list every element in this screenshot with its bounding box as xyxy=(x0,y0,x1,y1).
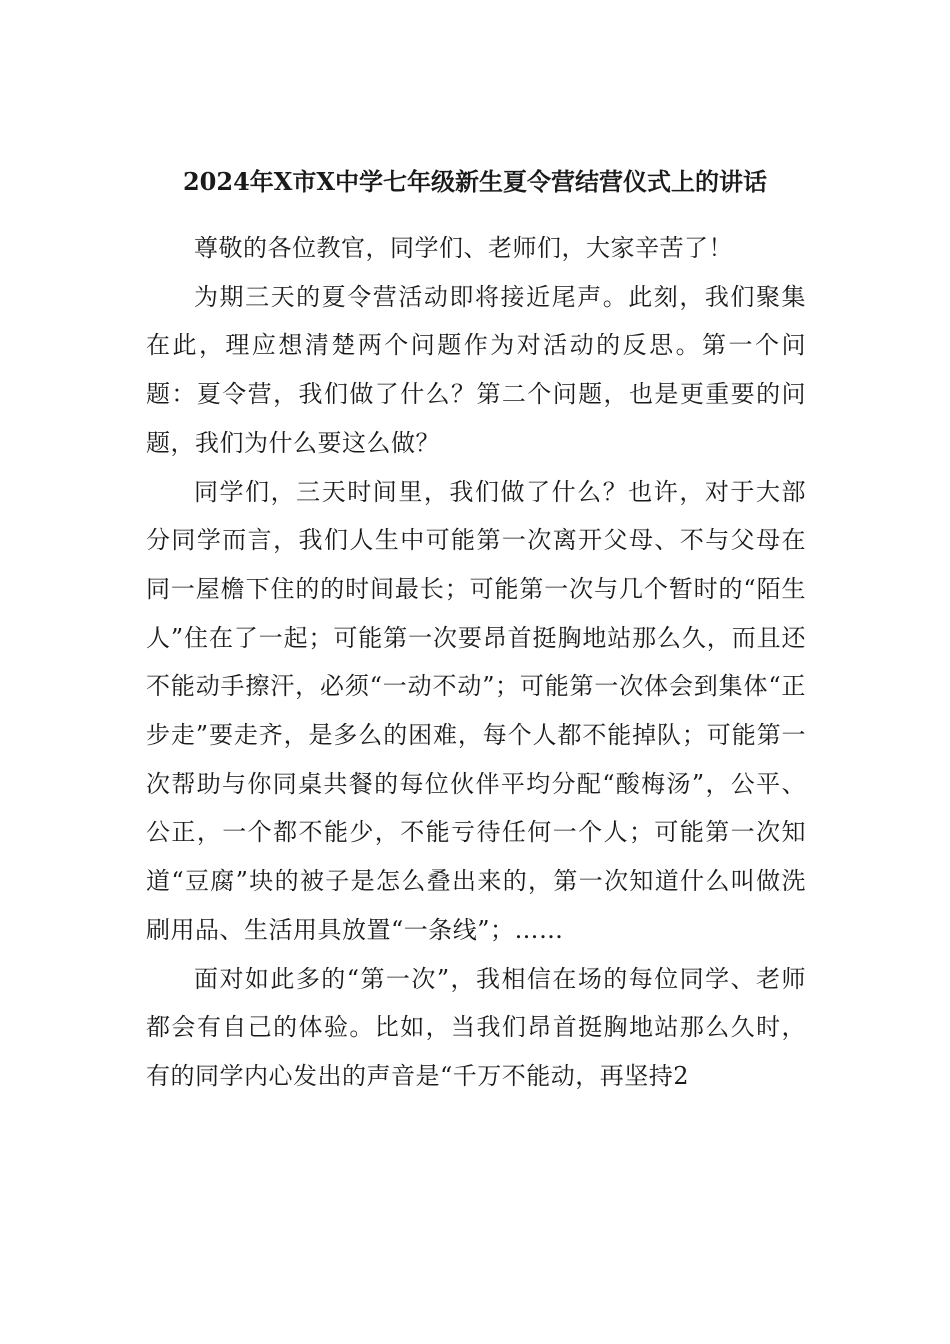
paragraph-intro: 为期三天的夏令营活动即将接近尾声。此刻，我们聚集在此，理应想清楚两个问题作为对活动的反思。第一个问题：夏令营，我们做了什么？第二个问题，也是更重要的问题，我们为什么要这么做？ xyxy=(146,282,806,457)
document-title: 2024年X市X中学七年级新生夏令营结营仪式上的讲话 xyxy=(182,167,768,196)
paragraph-greeting: 尊敬的各位教官，同学们、老师们，大家辛苦了！ xyxy=(194,234,733,262)
paragraph-what-we-did: 同学们，三天时间里，我们做了什么？也许，对于大部分同学而言，我们人生中可能第一次离开父母、不与父母在同一屋檐下住的的时间最长；可能第一次与几个暂时的“陌生人”住在了一起；可能第一次要昂首挺胸地站那么久，而且还不能动手擦汗，必须“一动不动”；可能第一次体会到集体“正步走”要走齐，是多么的困难，每个人都不能掉队；可能第一次帮助与你同桌共餐的每位伙伴平均分配“酸梅汤”，公平、公正，一个都不能少，不能亏待任何一个人；可能第一次知道“豆腐”块的被子是怎么叠出来的，第一次知道什么叫做洗刷用品、生活用具放置“一条线”；…… xyxy=(146,477,806,944)
paragraph-first-times: 面对如此多的“第一次”，我相信在场的每位同学、老师都会有自己的体验。比如，当我们昂首挺胸地站那么久时，有的同学内心发出的声音是“千万不能动，再坚持2 xyxy=(146,964,806,1090)
document-body xyxy=(146,224,806,1101)
